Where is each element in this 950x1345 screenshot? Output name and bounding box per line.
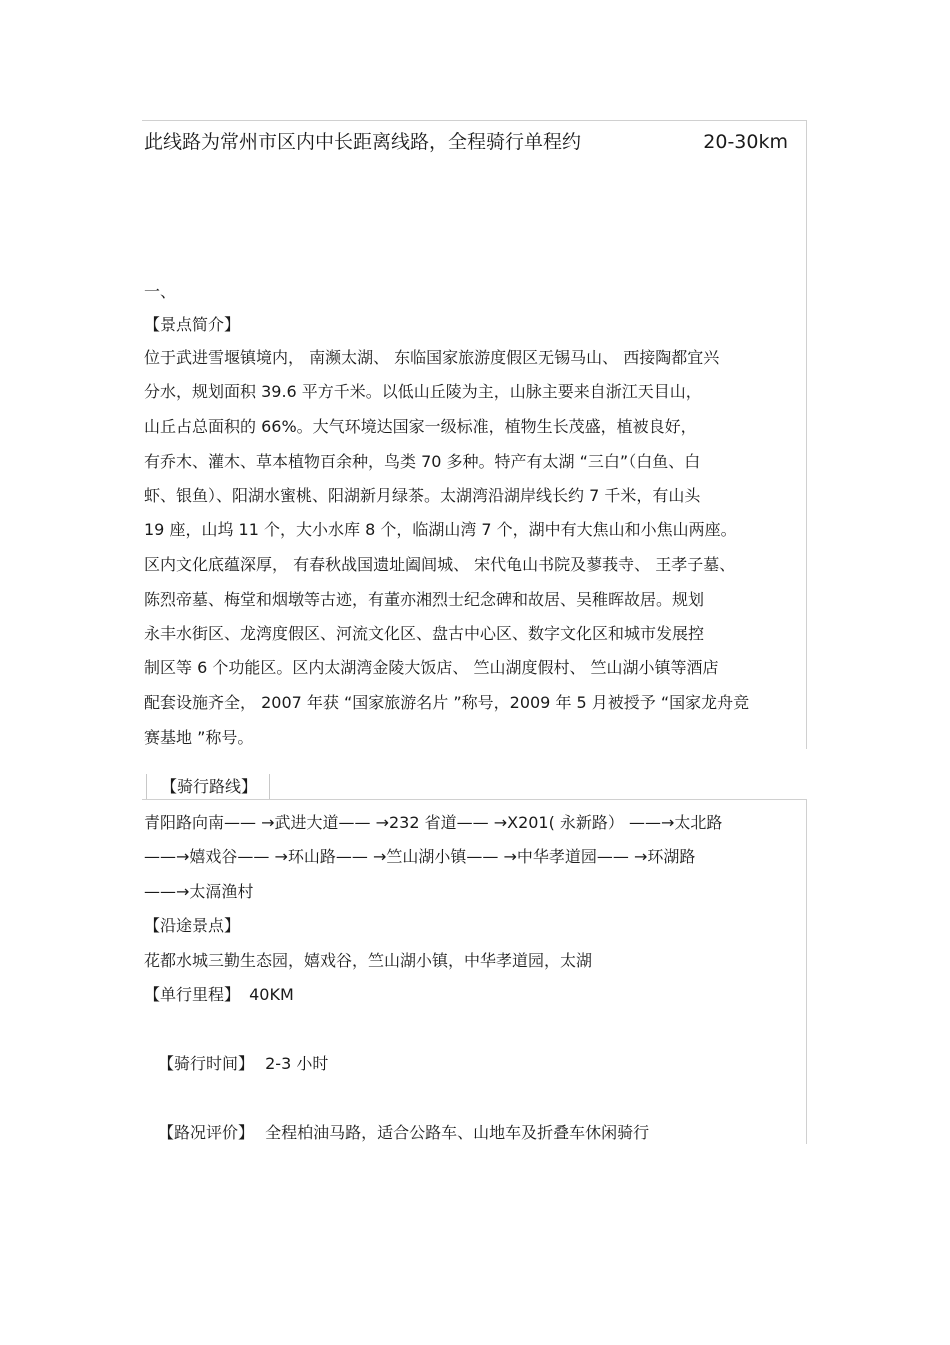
route-line: 青阳路向南—— →武进大道—— →232 省道—— →X201( 永新路） ——→太北路 [144, 813, 723, 832]
route-title [144, 128, 794, 156]
intro-line: 虾、银鱼）、阳湖水蜜桃、阳湖新月绿茶。太湖湾沿湖岸线长约 7 千米，有山头 [144, 486, 701, 505]
distance-label: 【单行里程】 [144, 985, 241, 1004]
intro-line: 赛基地 ”称号。 [144, 728, 254, 747]
intro-line: 分水，规划面积 39.6 平方千米。以低山丘陵为主，山脉主要来自浙江天目山， [144, 382, 702, 401]
section-number: 一、 [144, 282, 177, 301]
route-tab: 【骑行路线】 [146, 774, 270, 800]
sights-heading: 【沿途景点】 [144, 916, 241, 935]
route-line: ——→太滆渔村 [144, 882, 254, 901]
intro-line: 永丰水街区、龙湾度假区、河流文化区、盘古中心区、数字文化区和城市发展控 [144, 624, 705, 643]
intro-line: 陈烈帝墓、梅堂和烟墩等古迹，有董亦湘烈士纪念碑和故居、吴稚晖故居。规划 [144, 590, 705, 609]
intro-line: 山丘占总面积的 66%。大气环境达国家一级标准，植物生长茂盛，植被良好， [144, 417, 697, 436]
route-title-text: 此线路为常州市区内中长距离线路，全程骑行单程约 [144, 131, 582, 153]
road-label: 【路况评价】 [158, 1123, 255, 1142]
route-line: ——→嬉戏谷—— →环山路—— →竺山湖小镇—— →中华孝道园—— →环湖路 [144, 847, 696, 866]
road-row [158, 1122, 649, 1144]
intro-heading: 【景点简介】 [144, 315, 241, 334]
time-row [158, 1053, 328, 1075]
intro-line: 位于武进雪堰镇境内， 南濒太湖、 东临国家旅游度假区无锡马山、 西接陶都宜兴 [144, 348, 720, 367]
distance-value: 40KM [249, 985, 294, 1004]
time-label: 【骑行时间】 [158, 1054, 255, 1073]
route-title-distance: 20-30km [703, 131, 788, 153]
intro-line: 制区等 6 个功能区。区内太湖湾金陵大饭店、 竺山湖度假村、 竺山湖小镇等酒店 [144, 658, 719, 677]
intro-line: 区内文化底蕴深厚， 有春秋战国遗址阖闾城、 宋代龟山书院及蓼莪寺、 王孝子墓、 [144, 555, 736, 574]
intro-line: 19 座，山坞 11 个，大小水库 8 个，临湖山湾 7 个，湖中有大焦山和小焦山两座。 [144, 520, 737, 539]
intro-line: 有乔木、灌木、草本植物百余种，鸟类 70 多种。特产有太湖 “三白”（白鱼、白 [144, 452, 701, 471]
distance-row [144, 984, 294, 1006]
sights-list: 花都水城三勤生态园，嬉戏谷，竺山湖小镇，中华孝道园，太湖 [144, 951, 593, 970]
road-value: 全程柏油马路，适合公路车、山地车及折叠车休闲骑行 [265, 1123, 650, 1142]
intro-line: 配套设施齐全， 2007 年获 “国家旅游名片 ”称号，2009 年 5 月被授予 “国家龙舟竞 [144, 693, 750, 712]
time-value: 2-3 小时 [265, 1054, 329, 1073]
